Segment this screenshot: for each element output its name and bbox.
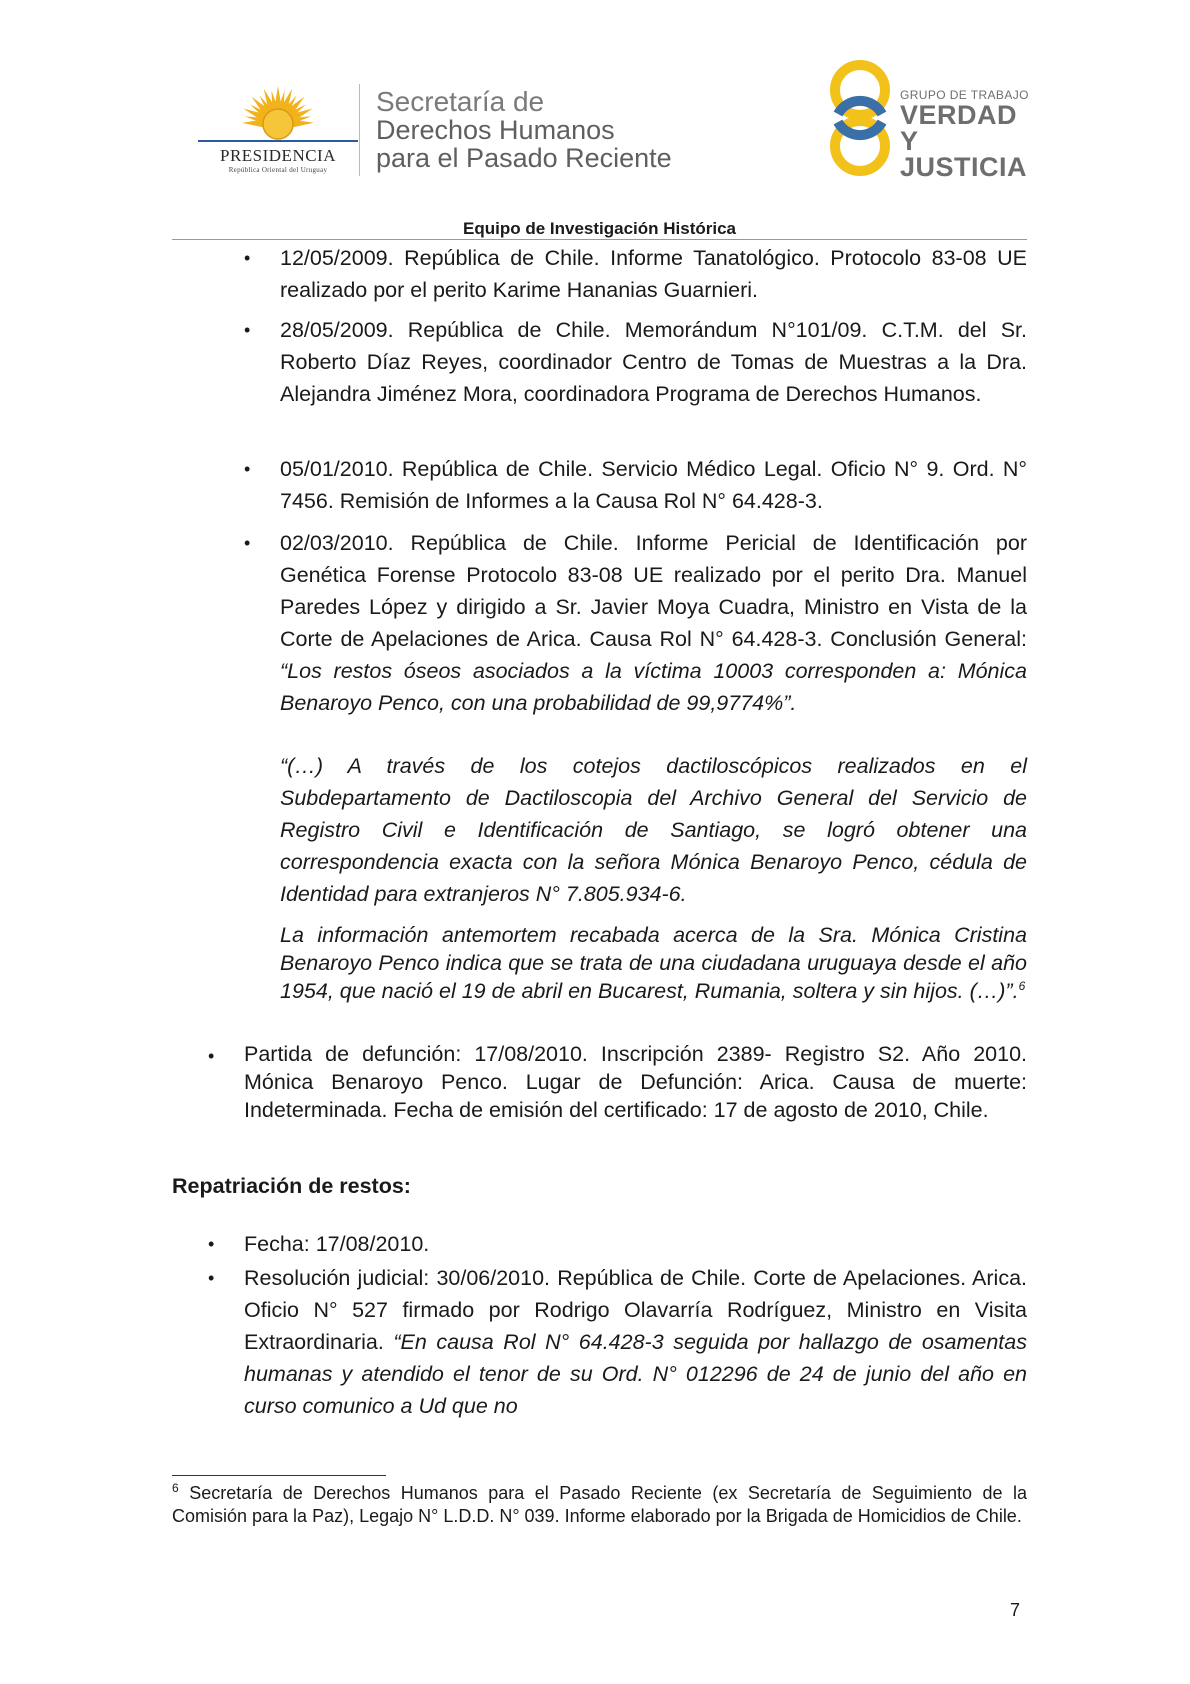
quote-paragraph bbox=[280, 921, 1027, 1005]
footnote-number: 6 bbox=[172, 1481, 179, 1495]
quote3-text: La información antemortem recabada acerca de la Sra. Mónica Cristina Benaroyo Penco indica que se trata de una ciudadana uruguaya desde el año 1954, que nació el 19 de abril en Bucarest, Rumania, soltera y sin hijos. (…)”. bbox=[280, 923, 1027, 1003]
list-item: Fecha: 17/08/2010. bbox=[244, 1232, 430, 1256]
header-divider bbox=[359, 84, 360, 176]
resolucion-text: Resolución judicial: 30/06/2010. República de Chile. Corte de Apelaciones. Arica. Oficio N° 527 firmado por Rodrigo Olavarría Rodríguez, Ministro en Visita Extraordinaria. bbox=[244, 1266, 1027, 1354]
item4-conclusion-label: Conclusión General: bbox=[830, 627, 1027, 651]
list-item bbox=[280, 527, 1027, 719]
section-heading: Repatriación de restos: bbox=[172, 1174, 411, 1198]
page-header bbox=[0, 0, 1190, 230]
grupo-line1: GRUPO DE TRABAJO bbox=[900, 88, 1029, 102]
bullet-4: • bbox=[244, 533, 251, 553]
header-rule bbox=[172, 239, 1027, 240]
list-item bbox=[244, 1262, 1027, 1422]
secretaria-line1: Secretaría de bbox=[376, 86, 545, 117]
quote-paragraph: “(…) A través de los cotejos dactiloscópicos realizados en el Subdepartamento de Dactiloscopia del Archivo General del Servicio de Registro Civil e Identificación de Santiago, se logró obtener una correspondencia exacta con la señora Mónica Benaroyo Penco, cédula de Identidad para extranjeros N° 7.805.934-6. bbox=[280, 754, 1027, 906]
item4-text: 02/03/2010. República de Chile. Informe Pericial de Identificación por Genética Forense Protocolo 83-08 UE realizado por el perito Dra. Manuel Paredes López y dirigido a Sr. Javier Moya Cuadra, Ministro en Vista de la Corte de Apelaciones de Arica. Causa Rol N° 64.428-3. bbox=[280, 531, 1027, 651]
resolucion-quote: “En causa Rol N° 64.428-3 seguida por hallazgo de osamentas humanas y atendido el tenor de su Ord. N° 012296 de 24 de junio del año en curso comunico a Ud que no bbox=[244, 1330, 1027, 1418]
list-item: 05/01/2010. República de Chile. Servicio Médico Legal. Oficio N° 9. Ord. N° 7456. Remisión de Informes a la Causa Rol N° 64.428-3. bbox=[280, 457, 1027, 513]
list-item: Partida de defunción: 17/08/2010. Inscripción 2389- Registro S2. Año 2010. Mónica Benaroyo Penco. Lugar de Defunción: Arica. Causa de muerte: Indeterminada. Fecha de emisión del certificado: 17 de agosto de 2010, Chile. bbox=[244, 1042, 1027, 1122]
grupo-trabajo-title bbox=[900, 88, 1040, 180]
page-number: 7 bbox=[1010, 1600, 1021, 1620]
secretaria-title bbox=[376, 88, 716, 172]
footnote bbox=[172, 1482, 1027, 1528]
bullet-2: • bbox=[244, 320, 251, 340]
team-title: Equipo de Investigación Histórica bbox=[463, 219, 736, 238]
bullet-3: • bbox=[244, 459, 251, 479]
list-item: 28/05/2009. República de Chile. Memorándum N°101/09. C.T.M. del Sr. Roberto Díaz Reyes, coordinador Centro de Tomas de Muestras a la Dra. Alejandra Jiménez Mora, coordinadora Programa de Derechos Humanos. bbox=[280, 318, 1027, 406]
bullet-1: • bbox=[244, 248, 251, 268]
grupo-line2: VERDAD Y bbox=[900, 100, 1018, 156]
presidencia-name: PRESIDENCIA bbox=[219, 146, 336, 165]
presidencia-subtitle: República Oriental del Uruguay bbox=[228, 166, 328, 174]
secretaria-line3: para el Pasado Reciente bbox=[376, 143, 672, 173]
footnote-text: Secretaría de Derechos Humanos para el Pasado Reciente (ex Secretaría de Seguimiento de la Comisión para la Paz), Legajo N° L.D.D. N° 039. Informe elaborado por la Brigada de Homicidios de Chile. bbox=[172, 1483, 1027, 1526]
bullet-6: • bbox=[208, 1234, 215, 1254]
footnote-separator bbox=[172, 1475, 386, 1476]
item4-conclusion-quote: “Los restos óseos asociados a la víctima 10003 corresponden a: Mónica Benaroyo Penco, con una probabilidad de 99,9774%”. bbox=[280, 659, 1027, 715]
verdad-justicia-rings-logo bbox=[822, 56, 898, 180]
list-item: 12/05/2009. República de Chile. Informe Tanatológico. Protocolo 83-08 UE realizado por el perito Karime Hananias Guarnieri. bbox=[280, 246, 1027, 302]
footnote-ref[interactable]: 6 bbox=[1018, 978, 1026, 993]
secretaria-line2: Derechos Humanos bbox=[376, 115, 615, 145]
bullet-7: • bbox=[208, 1268, 215, 1288]
grupo-line3: JUSTICIA bbox=[900, 152, 1028, 182]
bullet-5: • bbox=[208, 1046, 215, 1066]
